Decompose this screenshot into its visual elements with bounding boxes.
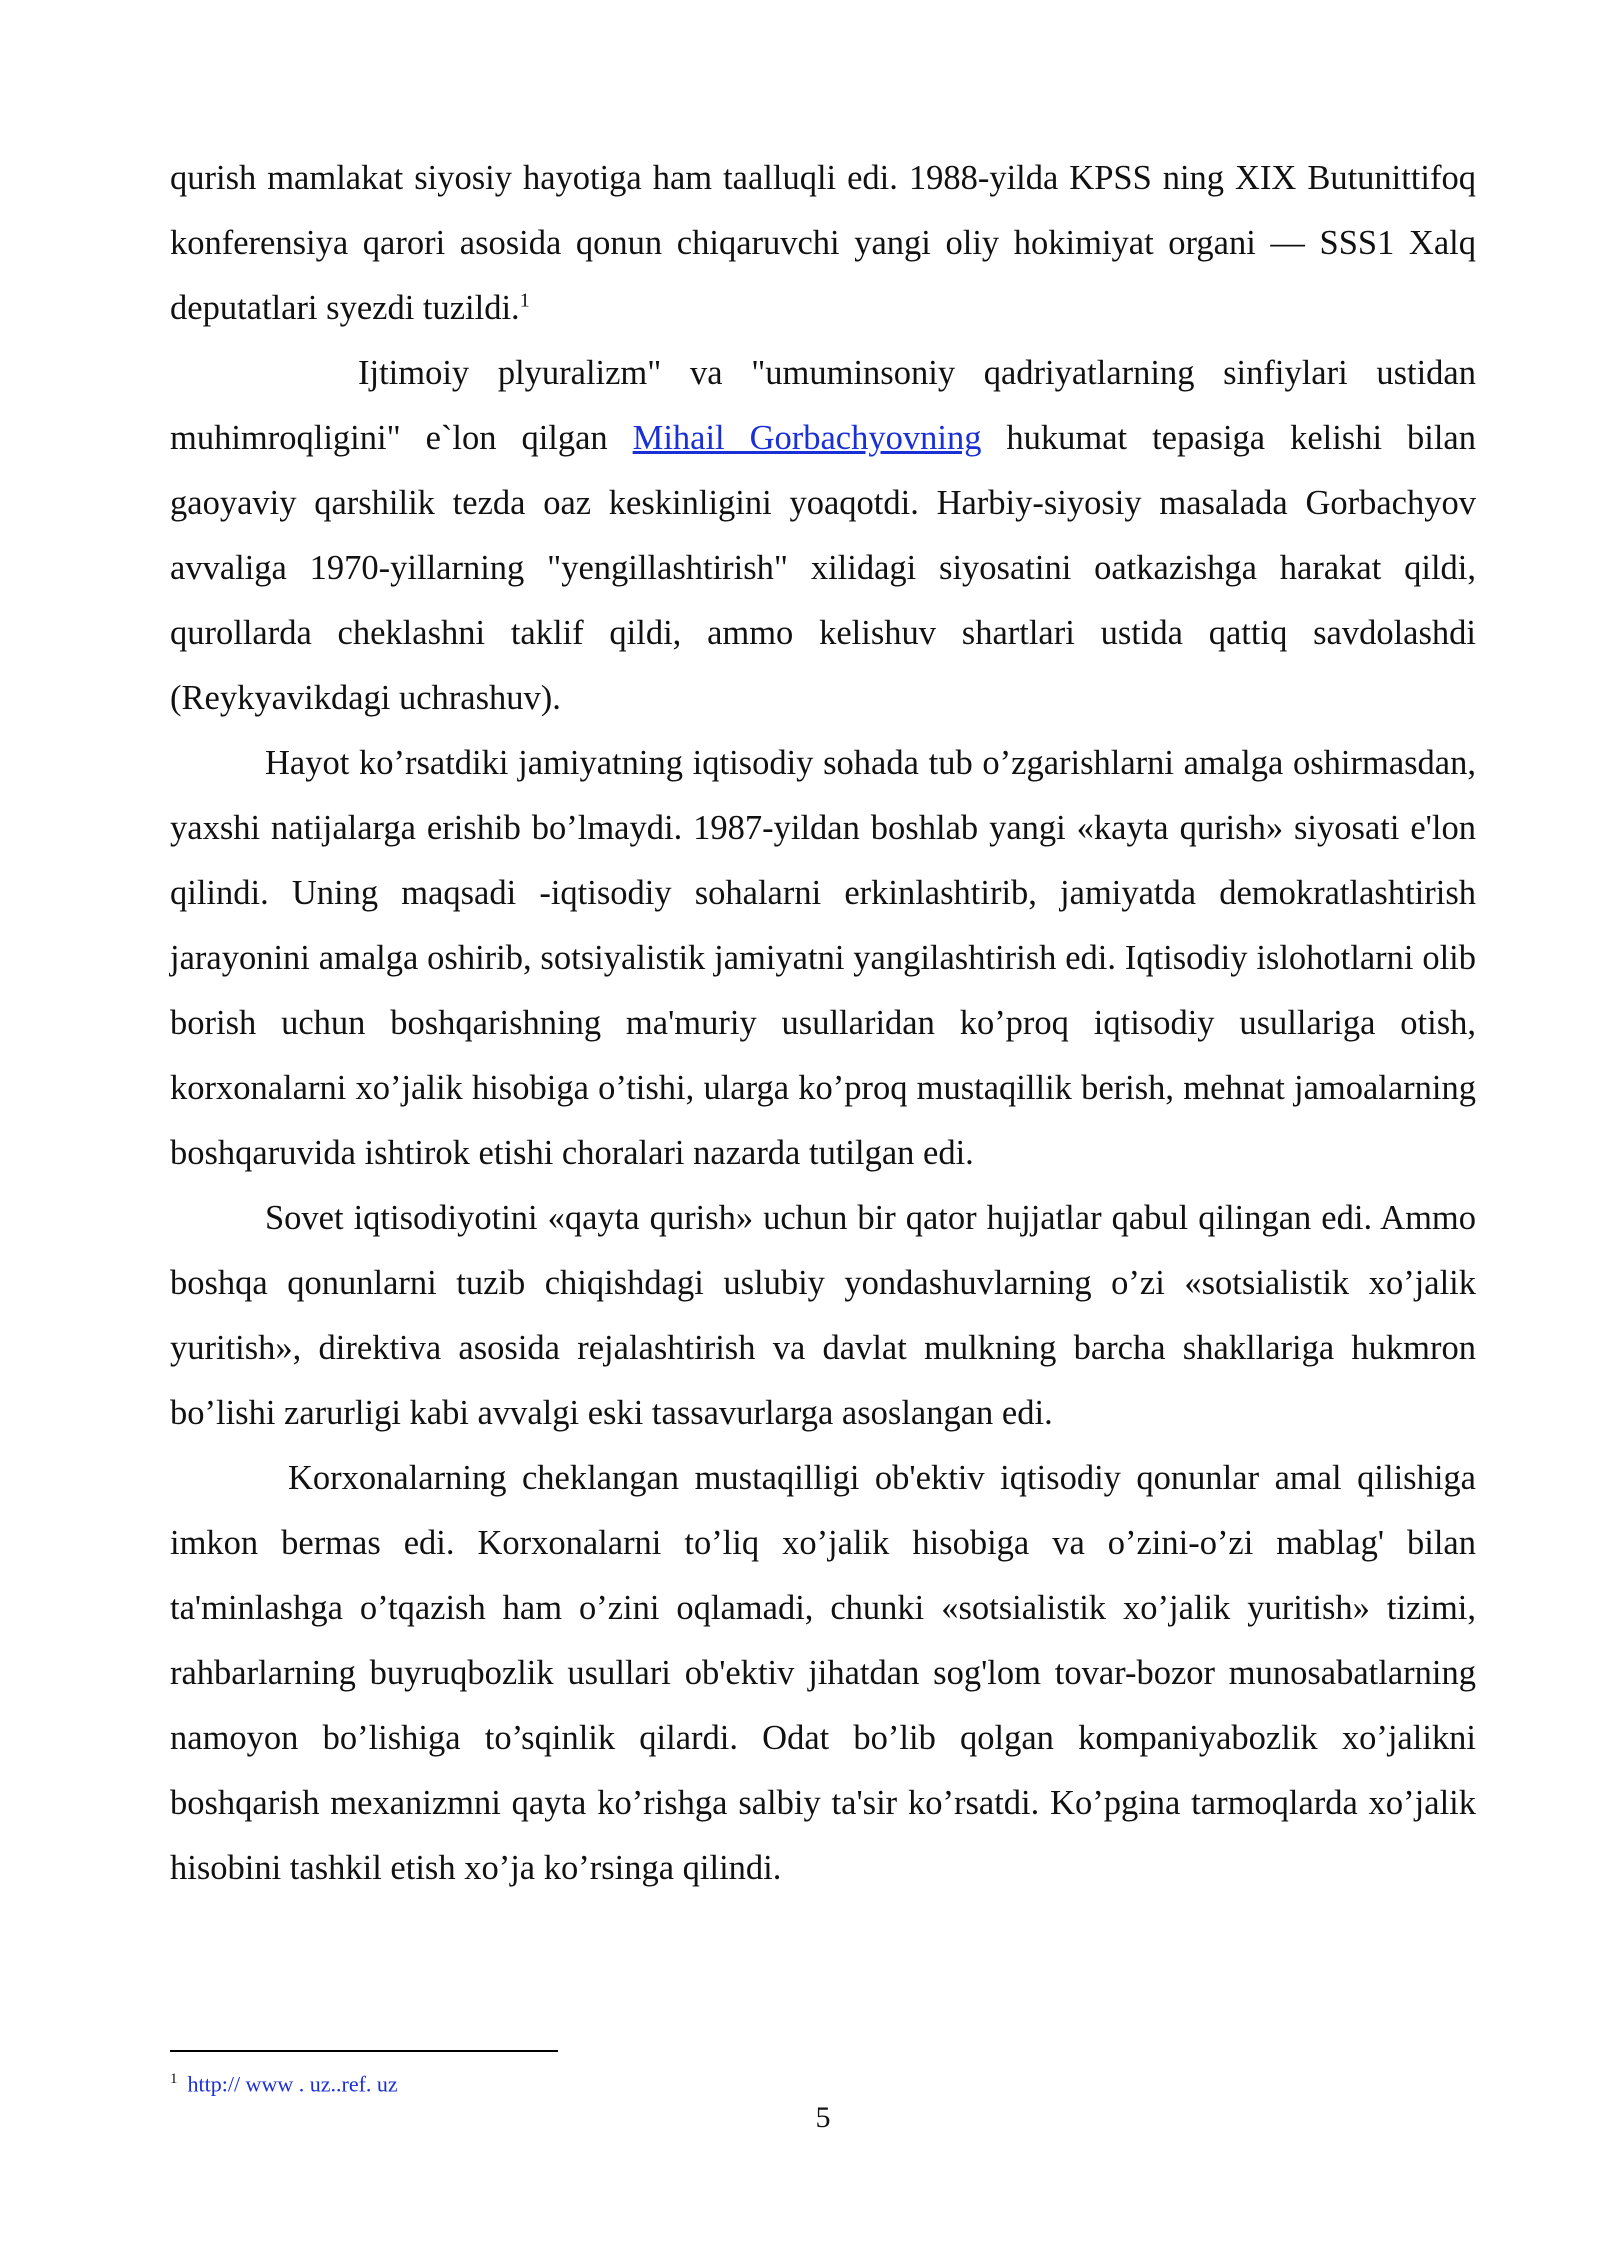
footnote xyxy=(170,2064,398,2099)
footnote-separator xyxy=(170,2050,558,2052)
paragraph-2-text-after-link: hukumat tepasiga kelishi bilan gaoyaviy qarshilik tezda oaz keskinligini yoaqotdi. Harbiy-siyosiy masalada Gorbachyov avvaliga 1970-yillarning "yengillashtirish" xilidagi siyosatini oatkazishga harakat qildi, qurollarda cheklashni taklif qildi, ammo kelishuv shartlari ustida qattiq savdolashdi (Reykyavikdagi uchrashuv). xyxy=(170,419,1476,717)
paragraph-2-text-before-link: Ijtimoiy plyuralizm" va "umuminsoniy qadriyatlarning sinfiylari ustidan muhimroqligini" e`lon qilgan xyxy=(170,354,1476,457)
footnote-mark: 1 xyxy=(170,2071,178,2087)
paragraph-2 xyxy=(170,341,1476,731)
paragraph-1-text: qurish mamlakat siyosiy hayotiga ham taalluqli edi. 1988-yilda KPSS ning XIX Butunittifoq konferensiya qarori asosida qonun chiqaruvchi yangi oliy hokimiyat organi — SSS1 Xalq deputatlari syezdi tuzildi. xyxy=(170,159,1476,327)
paragraph-5: Korxonalarning cheklangan mustaqilligi ob'ektiv iqtisodiy qonunlar amal qilishiga imkon bermas edi. Korxonalarni to’liq xo’jalik hisobiga va o’zini-o’zi mablag' bilan ta'minlashga o’tqazish ham o’zini oqlamadi, chunki «sotsialistik xo’jalik yuritish» tizimi, rahbarlarning buyruqbozlik usullari ob'ektiv jihatdan sog'lom tovar-bozor munosabatlarning namoyon bo’lishiga to’sqinlik qilardi. Odat bo’lib qolgan kompaniyabozlik xo’jalikni boshqarish mexanizmni qayta ko’rishga salbiy ta'sir ko’rsatdi. Ko’pgina tarmoqlarda xo’jalik hisobini tashkil etish xo’ja ko’rsinga qilindi. xyxy=(170,1459,1476,1887)
paragraph-1 xyxy=(170,146,1476,341)
paragraph-4: Sovet iqtisodiyotini «qayta qurish» uchun bir qator hujjatlar qabul qilingan edi. Ammo boshqa qonunlarni tuzib chiqishdagi uslubiy yondashuvlarning o’zi «sotsialistik xo’jalik yuritish», direktiva asosida rejalashtirish va davlat mulkning barcha shakllariga hukmron bo’lishi zarurligi kabi avvalgi eski tassavurlarga asoslangan edi. xyxy=(170,1199,1476,1432)
gorbachyov-link[interactable]: Mihail Gorbachyovning xyxy=(632,419,982,457)
page-number: 5 xyxy=(815,2101,831,2134)
footnote-reference[interactable]: 1 xyxy=(519,289,530,312)
footnote-url[interactable]: http:// www . uz..ref. uz xyxy=(187,2071,398,2097)
paragraph-3: Hayot ko’rsatdiki jamiyatning iqtisodiy sohada tub o’zgarishlarni amalga oshirmasdan, yaxshi natijalarga erishib bo’lmaydi. 1987-yildan boshlab yangi «kayta qurish» siyosati e'lon qilindi. Uning maqsadi -iqtisodiy sohalarni erkinlashtirib, jamiyatda demokratlashtirish jarayonini amalga oshirib, sotsiyalistik jamiyatni yangilashtirish edi. Iqtisodiy islohotlarni olib borish uchun boshqarishning ma'muriy usullaridan ko’proq iqtisodiy usullariga otish, korxonalarni xo’jalik hisobiga o’tishi, ularga ko’proq mustaqillik berish, mehnat jamoalarning boshqaruvida ishtirok etishi choralari nazarda tutilgan edi. xyxy=(170,744,1476,1172)
body-text xyxy=(170,146,1476,1901)
